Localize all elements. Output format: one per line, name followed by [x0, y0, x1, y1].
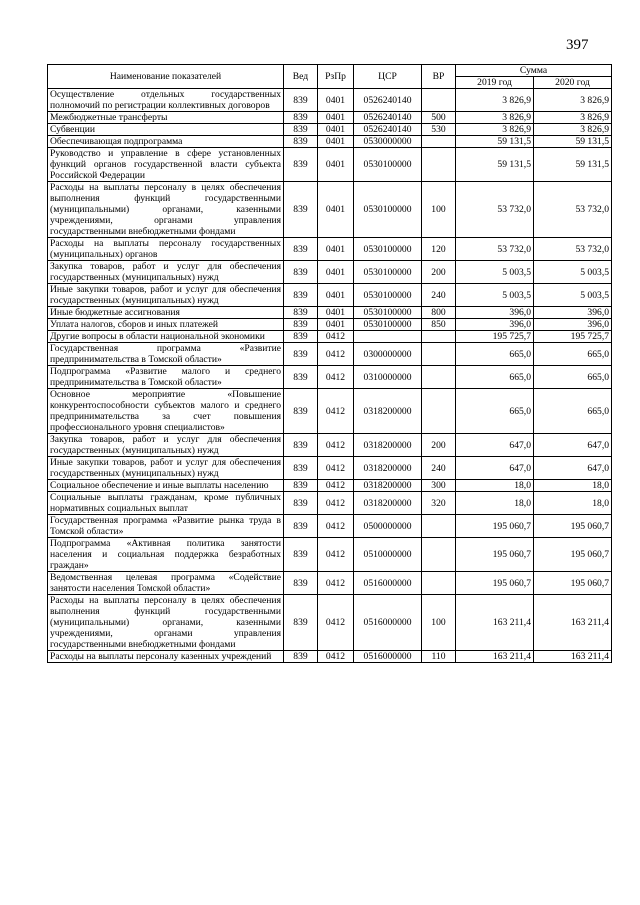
- cell-ved: 839: [284, 538, 318, 572]
- cell-name: Межбюджетные трансферты: [48, 112, 284, 124]
- cell-y2019: 163 211,4: [456, 595, 534, 651]
- cell-csr: 0526240140: [354, 124, 422, 136]
- cell-rzpr: 0412: [318, 389, 354, 434]
- cell-ved: 839: [284, 182, 318, 238]
- cell-y2019: 665,0: [456, 343, 534, 366]
- table-row: [48, 238, 612, 261]
- cell-y2020: 3 826,9: [534, 124, 612, 136]
- cell-rzpr: 0412: [318, 366, 354, 389]
- cell-y2020: 665,0: [534, 389, 612, 434]
- cell-csr: 0526240140: [354, 89, 422, 112]
- cell-y2019: 195 060,7: [456, 572, 534, 595]
- cell-name: Социальные выплаты гражданам, кроме публичных нормативных социальных выплат: [48, 492, 284, 515]
- cell-y2020: 59 131,5: [534, 148, 612, 182]
- table-row: [48, 651, 612, 663]
- table-row: [48, 366, 612, 389]
- table-header: [48, 65, 612, 89]
- header-rzpr: РзПр: [318, 65, 354, 89]
- cell-vr: 800: [422, 307, 456, 319]
- cell-y2019: 647,0: [456, 457, 534, 480]
- cell-ved: 839: [284, 89, 318, 112]
- table-row: [48, 331, 612, 343]
- cell-vr: 100: [422, 182, 456, 238]
- cell-rzpr: 0401: [318, 284, 354, 307]
- cell-vr: 240: [422, 284, 456, 307]
- cell-y2019: 396,0: [456, 307, 534, 319]
- cell-y2020: 5 003,5: [534, 284, 612, 307]
- cell-name: Основное мероприятие «Повышение конкурентоспособности субъектов малого и среднего предпринимательства за счет повышения профессионального уровня специалистов»: [48, 389, 284, 434]
- cell-vr: [422, 343, 456, 366]
- cell-ved: 839: [284, 307, 318, 319]
- cell-name: Социальное обеспечение и иные выплаты населению: [48, 480, 284, 492]
- cell-csr: 0530100000: [354, 182, 422, 238]
- cell-y2020: 195 060,7: [534, 538, 612, 572]
- header-csr: ЦСР: [354, 65, 422, 89]
- cell-y2020: 647,0: [534, 434, 612, 457]
- cell-rzpr: 0401: [318, 148, 354, 182]
- cell-y2019: 5 003,5: [456, 284, 534, 307]
- cell-name: Подпрограмма «Развитие малого и среднего предпринимательства в Томской области»: [48, 366, 284, 389]
- cell-csr: 0526240140: [354, 112, 422, 124]
- cell-y2019: 18,0: [456, 480, 534, 492]
- cell-vr: 850: [422, 319, 456, 331]
- cell-y2019: 53 732,0: [456, 238, 534, 261]
- table-row: [48, 112, 612, 124]
- cell-vr: 200: [422, 261, 456, 284]
- cell-y2020: 163 211,4: [534, 651, 612, 663]
- cell-name: Расходы на выплаты персоналу государственных (муниципальных) органов: [48, 238, 284, 261]
- cell-y2019: 647,0: [456, 434, 534, 457]
- cell-y2020: 163 211,4: [534, 595, 612, 651]
- table-row: [48, 284, 612, 307]
- cell-csr: 0530100000: [354, 148, 422, 182]
- table-body: [48, 89, 612, 663]
- cell-name: Ведомственная целевая программа «Содействие занятости населения Томской области»: [48, 572, 284, 595]
- cell-vr: [422, 515, 456, 538]
- cell-y2019: 195 725,7: [456, 331, 534, 343]
- cell-ved: 839: [284, 319, 318, 331]
- cell-name: Иные бюджетные ассигнования: [48, 307, 284, 319]
- budget-table: [47, 64, 612, 663]
- cell-rzpr: 0401: [318, 238, 354, 261]
- table-row: [48, 457, 612, 480]
- cell-csr: 0516000000: [354, 595, 422, 651]
- cell-ved: 839: [284, 389, 318, 434]
- cell-y2020: 18,0: [534, 492, 612, 515]
- cell-y2019: 3 826,9: [456, 124, 534, 136]
- table-row: [48, 148, 612, 182]
- cell-rzpr: 0412: [318, 492, 354, 515]
- cell-y2020: 665,0: [534, 343, 612, 366]
- cell-rzpr: 0401: [318, 89, 354, 112]
- cell-y2019: 3 826,9: [456, 89, 534, 112]
- cell-ved: 839: [284, 492, 318, 515]
- cell-name: Расходы на выплаты персоналу казенных учреждений: [48, 651, 284, 663]
- cell-name: Субвенции: [48, 124, 284, 136]
- cell-csr: 0318200000: [354, 389, 422, 434]
- cell-ved: 839: [284, 343, 318, 366]
- cell-name: Расходы на выплаты персоналу в целях обеспечения выполнения функций государственными (муниципальными) органами, казенными учреждениями, органами управления государственными внебюджетными фондами: [48, 182, 284, 238]
- table-row: [48, 515, 612, 538]
- cell-ved: 839: [284, 112, 318, 124]
- cell-y2020: 53 732,0: [534, 182, 612, 238]
- header-2019: 2019 год: [456, 77, 534, 89]
- cell-vr: 120: [422, 238, 456, 261]
- header-2020: 2020 год: [534, 77, 612, 89]
- table-row: [48, 480, 612, 492]
- cell-y2020: 195 060,7: [534, 515, 612, 538]
- cell-csr: 0310000000: [354, 366, 422, 389]
- cell-name: Расходы на выплаты персоналу в целях обеспечения выполнения функций государственными (муниципальными) органами, казенными учреждениями, органами управления государственными внебюджетными фондами: [48, 595, 284, 651]
- cell-name: Осуществление отдельных государственных полномочий по регистрации коллективных договоров: [48, 89, 284, 112]
- cell-y2020: 3 826,9: [534, 89, 612, 112]
- table-row: [48, 343, 612, 366]
- cell-vr: 100: [422, 595, 456, 651]
- cell-name: Государственная программа «Развитие рынка труда в Томской области»: [48, 515, 284, 538]
- cell-name: Уплата налогов, сборов и иных платежей: [48, 319, 284, 331]
- cell-y2019: 195 060,7: [456, 515, 534, 538]
- cell-y2020: 5 003,5: [534, 261, 612, 284]
- cell-rzpr: 0401: [318, 319, 354, 331]
- cell-ved: 839: [284, 136, 318, 148]
- cell-y2019: 59 131,5: [456, 136, 534, 148]
- cell-csr: 0318200000: [354, 492, 422, 515]
- cell-y2020: 647,0: [534, 457, 612, 480]
- cell-rzpr: 0412: [318, 572, 354, 595]
- cell-y2019: 665,0: [456, 389, 534, 434]
- cell-y2020: 53 732,0: [534, 238, 612, 261]
- cell-vr: 500: [422, 112, 456, 124]
- cell-ved: 839: [284, 331, 318, 343]
- table-row: [48, 136, 612, 148]
- cell-vr: 530: [422, 124, 456, 136]
- cell-y2019: 396,0: [456, 319, 534, 331]
- cell-name: Другие вопросы в области национальной экономики: [48, 331, 284, 343]
- table-row: [48, 434, 612, 457]
- page-number: 397: [566, 37, 589, 53]
- cell-rzpr: 0412: [318, 480, 354, 492]
- cell-ved: 839: [284, 434, 318, 457]
- cell-ved: 839: [284, 124, 318, 136]
- cell-rzpr: 0412: [318, 595, 354, 651]
- cell-vr: [422, 538, 456, 572]
- cell-ved: 839: [284, 284, 318, 307]
- cell-name: Обеспечивающая подпрограмма: [48, 136, 284, 148]
- cell-csr: 0516000000: [354, 651, 422, 663]
- header-ved: Вед: [284, 65, 318, 89]
- cell-vr: [422, 366, 456, 389]
- cell-vr: 200: [422, 434, 456, 457]
- cell-rzpr: 0412: [318, 457, 354, 480]
- table-row: [48, 389, 612, 434]
- cell-y2020: 3 826,9: [534, 112, 612, 124]
- table-row: [48, 89, 612, 112]
- cell-rzpr: 0401: [318, 124, 354, 136]
- table-row: [48, 182, 612, 238]
- cell-csr: 0510000000: [354, 538, 422, 572]
- cell-y2020: 665,0: [534, 366, 612, 389]
- cell-csr: 0500000000: [354, 515, 422, 538]
- cell-ved: 839: [284, 238, 318, 261]
- cell-ved: 839: [284, 572, 318, 595]
- cell-rzpr: 0401: [318, 136, 354, 148]
- cell-y2020: 195 725,7: [534, 331, 612, 343]
- table-row: [48, 307, 612, 319]
- table-row: [48, 595, 612, 651]
- cell-csr: 0318200000: [354, 434, 422, 457]
- table-row: [48, 124, 612, 136]
- cell-y2020: 195 060,7: [534, 572, 612, 595]
- cell-csr: 0530100000: [354, 284, 422, 307]
- cell-name: Иные закупки товаров, работ и услуг для обеспечения государственных (муниципальных) нужд: [48, 284, 284, 307]
- cell-ved: 839: [284, 457, 318, 480]
- cell-rzpr: 0401: [318, 261, 354, 284]
- cell-name: Руководство и управление в сфере установленных функций органов государственной власти субъекта Российской Федерации: [48, 148, 284, 182]
- cell-ved: 839: [284, 515, 318, 538]
- cell-vr: 110: [422, 651, 456, 663]
- cell-rzpr: 0412: [318, 538, 354, 572]
- cell-y2020: 59 131,5: [534, 136, 612, 148]
- cell-rzpr: 0412: [318, 651, 354, 663]
- cell-vr: 300: [422, 480, 456, 492]
- table-row: [48, 319, 612, 331]
- cell-ved: 839: [284, 480, 318, 492]
- cell-name: Закупка товаров, работ и услуг для обеспечения государственных (муниципальных) нужд: [48, 434, 284, 457]
- cell-y2019: 18,0: [456, 492, 534, 515]
- cell-csr: 0318200000: [354, 457, 422, 480]
- cell-vr: [422, 136, 456, 148]
- cell-rzpr: 0401: [318, 112, 354, 124]
- cell-ved: 839: [284, 148, 318, 182]
- table-row: [48, 572, 612, 595]
- cell-y2020: 396,0: [534, 319, 612, 331]
- header-vr: ВР: [422, 65, 456, 89]
- cell-y2019: 195 060,7: [456, 538, 534, 572]
- cell-csr: 0530100000: [354, 261, 422, 284]
- cell-rzpr: 0401: [318, 182, 354, 238]
- cell-rzpr: 0412: [318, 515, 354, 538]
- cell-y2019: 665,0: [456, 366, 534, 389]
- table-row: [48, 538, 612, 572]
- cell-rzpr: 0401: [318, 307, 354, 319]
- cell-csr: [354, 331, 422, 343]
- cell-vr: [422, 331, 456, 343]
- cell-y2019: 5 003,5: [456, 261, 534, 284]
- cell-name: Государственная программа «Развитие предпринимательства в Томской области»: [48, 343, 284, 366]
- cell-vr: [422, 148, 456, 182]
- cell-y2019: 59 131,5: [456, 148, 534, 182]
- cell-name: Подпрограмма «Активная политика занятости населения и социальная поддержка безработных граждан»: [48, 538, 284, 572]
- cell-y2019: 163 211,4: [456, 651, 534, 663]
- cell-name: Иные закупки товаров, работ и услуг для обеспечения государственных (муниципальных) нужд: [48, 457, 284, 480]
- cell-name: Закупка товаров, работ и услуг для обеспечения государственных (муниципальных) нужд: [48, 261, 284, 284]
- cell-vr: 320: [422, 492, 456, 515]
- cell-y2019: 53 732,0: [456, 182, 534, 238]
- cell-rzpr: 0412: [318, 343, 354, 366]
- cell-y2019: 3 826,9: [456, 112, 534, 124]
- cell-y2020: 396,0: [534, 307, 612, 319]
- cell-vr: [422, 89, 456, 112]
- header-name: Наименование показателей: [48, 65, 284, 89]
- cell-ved: 839: [284, 366, 318, 389]
- cell-vr: 240: [422, 457, 456, 480]
- cell-csr: 0530100000: [354, 319, 422, 331]
- cell-vr: [422, 572, 456, 595]
- cell-y2020: 18,0: [534, 480, 612, 492]
- cell-csr: 0516000000: [354, 572, 422, 595]
- table-row: [48, 492, 612, 515]
- cell-vr: [422, 389, 456, 434]
- cell-csr: 0530100000: [354, 238, 422, 261]
- table-row: [48, 261, 612, 284]
- cell-ved: 839: [284, 651, 318, 663]
- cell-ved: 839: [284, 595, 318, 651]
- cell-rzpr: 0412: [318, 331, 354, 343]
- cell-csr: 0318200000: [354, 480, 422, 492]
- cell-ved: 839: [284, 261, 318, 284]
- header-sum: Сумма: [456, 65, 612, 77]
- cell-rzpr: 0412: [318, 434, 354, 457]
- cell-csr: 0530000000: [354, 136, 422, 148]
- cell-csr: 0300000000: [354, 343, 422, 366]
- cell-csr: 0530100000: [354, 307, 422, 319]
